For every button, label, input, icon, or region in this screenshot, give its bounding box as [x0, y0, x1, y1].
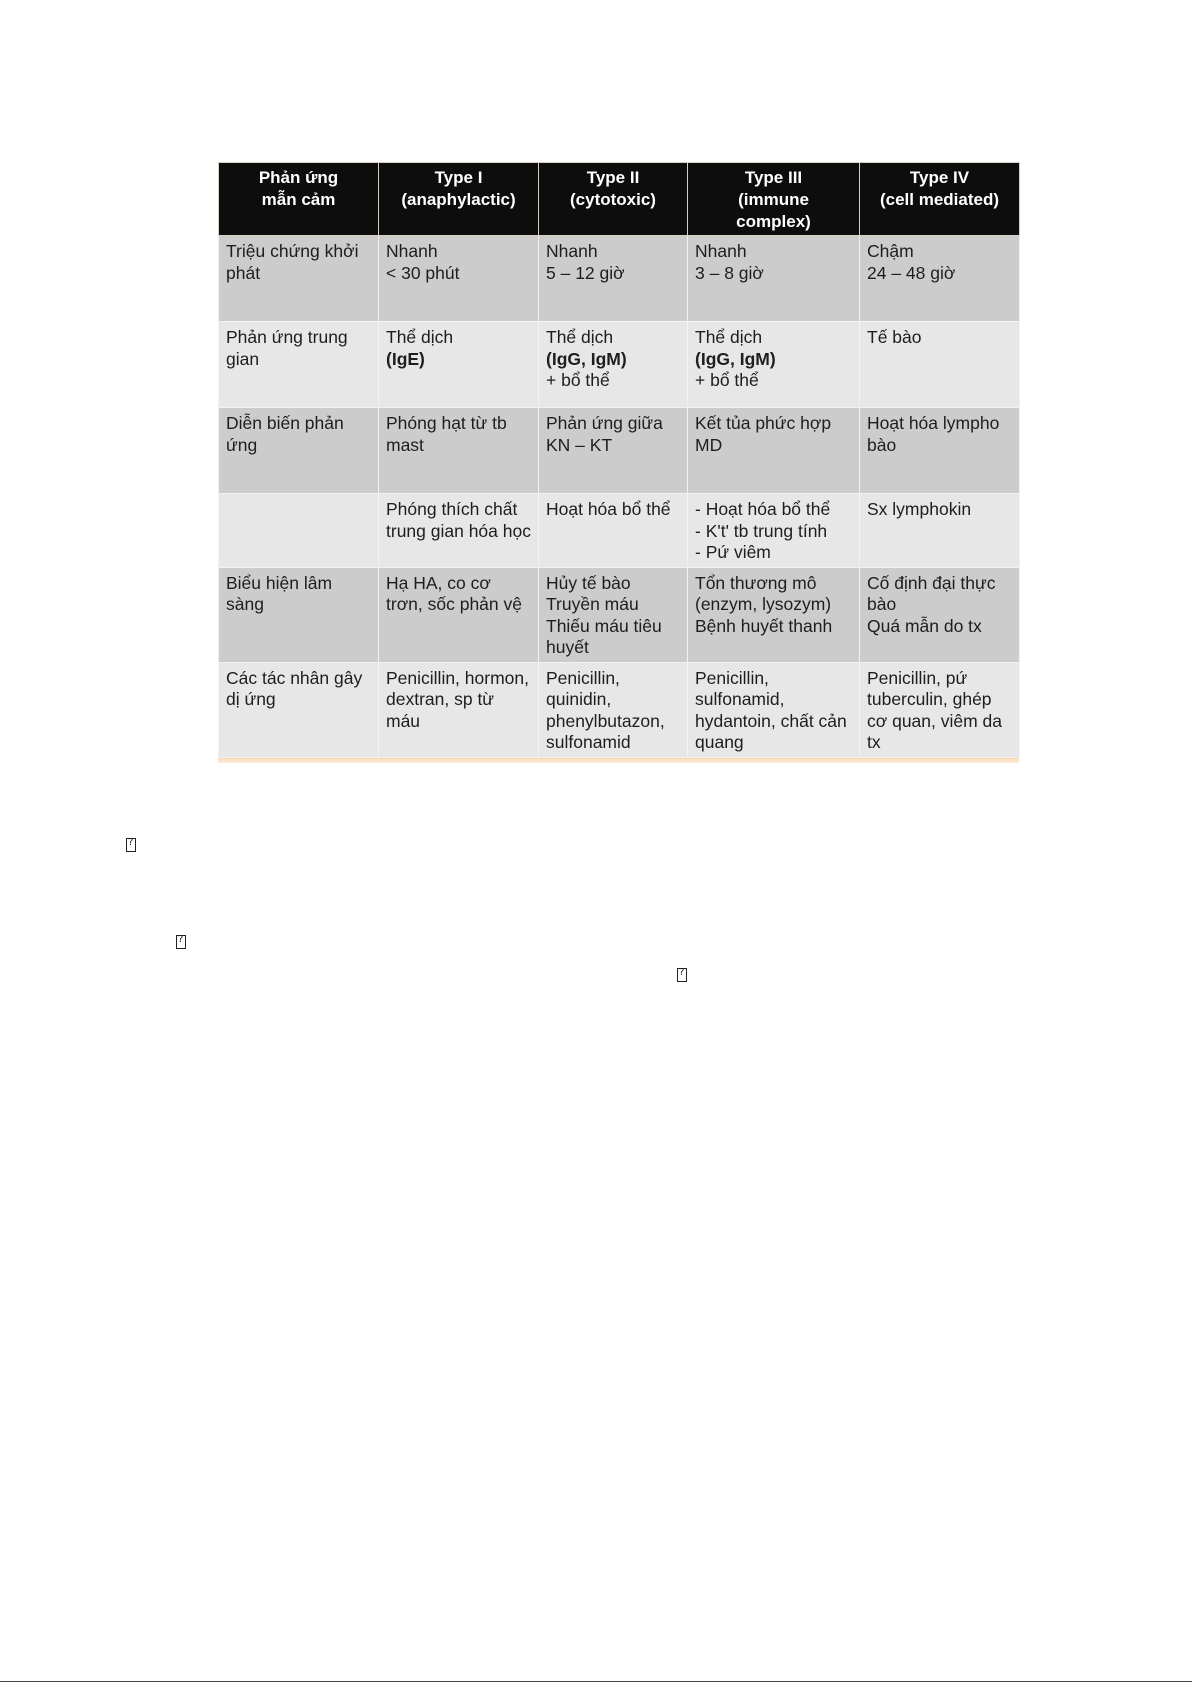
- table-cell: [688, 567, 860, 662]
- cell-line: 5 – 12 giờ: [546, 262, 625, 283]
- table-header-row: [219, 163, 1020, 236]
- table-cell: [539, 236, 688, 322]
- cell-line: (enzym, lysozym): [695, 594, 832, 614]
- cell-line: Sx lymphokin: [867, 499, 972, 519]
- cell-line: (IgG, IgM): [546, 348, 627, 369]
- table-row: [219, 494, 1020, 568]
- table-cell: [379, 236, 539, 322]
- missing-glyph-icon: [677, 968, 687, 982]
- missing-glyph-icon: [126, 838, 136, 852]
- cell-line: Truyền máu: [546, 594, 639, 614]
- cell-line: Hủy tế bào: [546, 572, 631, 593]
- table-row: [219, 236, 1020, 322]
- table-cell: [539, 408, 688, 494]
- row-label-cell: [219, 322, 379, 408]
- missing-glyph-icon: [176, 935, 186, 949]
- cell-line: Phản ứng giữa KN – KT: [546, 413, 663, 455]
- table-cell: [860, 662, 1020, 757]
- hypersensitivity-table-image: [218, 162, 1019, 763]
- page-footer-rule: [0, 1681, 1192, 1682]
- cell-line: + bổ thể: [546, 370, 610, 390]
- row-label-cell: [219, 567, 379, 662]
- cell-line: Các tác nhân gây dị ứng: [226, 667, 363, 709]
- table-cell: [539, 322, 688, 408]
- cell-line: Thể dịch: [695, 327, 763, 347]
- table-bottom-border: [218, 758, 1019, 763]
- header-cell-type-1: Type I (anaphylactic): [379, 163, 539, 236]
- cell-line: 3 – 8 giờ: [695, 262, 764, 283]
- row-label-cell: [219, 408, 379, 494]
- cell-line: Hoạt hóa bổ thể: [546, 499, 671, 519]
- cell-line: Thể dịch: [546, 327, 614, 347]
- cell-line: (IgE): [386, 348, 425, 369]
- cell-line: - Hoạt hóa bổ thể: [695, 499, 831, 519]
- table-cell: [539, 662, 688, 757]
- cell-line: Quá mẫn do tx: [867, 615, 982, 636]
- row-label-cell: [219, 662, 379, 757]
- table-cell: [688, 408, 860, 494]
- cell-line: Tổn thương mô: [695, 572, 817, 593]
- cell-line: Phản ứng trung gian: [226, 327, 348, 369]
- cell-line: Hạ HA, co cơ trơn, sốc phản vệ: [386, 572, 522, 614]
- cell-line: Kết tủa phức hợp MD: [695, 413, 832, 455]
- cell-line: Triệu chứng khởi phát: [226, 241, 359, 283]
- cell-line: [226, 499, 371, 521]
- cell-line: Phóng thích chất trung gian hóa học: [386, 499, 531, 541]
- cell-line: 24 – 48 giờ: [867, 262, 956, 283]
- table-body: [219, 236, 1020, 758]
- header-cell-type-2: Type II (cytotoxic): [539, 163, 688, 236]
- header-cell-type-3: Type III (immune complex): [688, 163, 860, 236]
- table-cell: [688, 322, 860, 408]
- cell-line: Chậm: [867, 241, 914, 261]
- table-cell: [860, 322, 1020, 408]
- cell-line: Thiếu máu tiêu huyết: [546, 615, 662, 657]
- table-cell: [860, 567, 1020, 662]
- header-cell-type-4: Type IV (cell mediated): [860, 163, 1020, 236]
- cell-line: Tế bào: [867, 327, 922, 347]
- cell-line: - K't' tb trung tính: [695, 520, 828, 541]
- table-row: [219, 408, 1020, 494]
- table-cell: [860, 236, 1020, 322]
- cell-line: - Pứ viêm: [695, 542, 771, 562]
- cell-line: Hoạt hóa lympho bào: [867, 413, 1000, 455]
- table-cell: [379, 408, 539, 494]
- table-cell: [860, 408, 1020, 494]
- row-label-cell: [219, 236, 379, 322]
- cell-line: Diễn biến phản ứng: [226, 413, 344, 455]
- table-row: [219, 567, 1020, 662]
- cell-line: (IgG, IgM): [695, 348, 776, 369]
- cell-line: Nhanh: [695, 241, 747, 261]
- table-cell: [688, 662, 860, 757]
- cell-line: Bệnh huyết thanh: [695, 615, 833, 636]
- table-cell: [379, 322, 539, 408]
- cell-line: < 30 phút: [386, 262, 460, 283]
- table-row: [219, 322, 1020, 408]
- row-label-cell: [219, 494, 379, 568]
- cell-line: Penicillin, sulfonamid, hydantoin, chất cản quang: [695, 667, 847, 752]
- cell-line: Biểu hiện lâm sàng: [226, 572, 333, 614]
- table-cell: [379, 567, 539, 662]
- table-row: [219, 662, 1020, 757]
- cell-line: Phóng hạt từ tb mast: [386, 413, 507, 455]
- cell-line: Nhanh: [386, 241, 438, 261]
- cell-line: Nhanh: [546, 241, 598, 261]
- cell-line: + bổ thể: [695, 370, 759, 390]
- cell-line: Penicillin, quinidin, phenylbutazon, sulfonamid: [546, 667, 665, 752]
- hypersensitivity-table: [218, 162, 1020, 758]
- table-cell: [379, 494, 539, 568]
- table-cell: [688, 494, 860, 568]
- cell-line: Penicillin, pứ tuberculin, ghép cơ quan, viêm da tx: [867, 667, 1003, 752]
- table-cell: [379, 662, 539, 757]
- table-cell: [688, 236, 860, 322]
- table-cell: [539, 494, 688, 568]
- cell-line: Thể dịch: [386, 327, 454, 347]
- cell-line: Penicillin, hormon, dextran, sp từ máu: [386, 667, 529, 731]
- header-cell-reaction: Phản ứng mẫn cảm: [219, 163, 379, 236]
- table-cell: [860, 494, 1020, 568]
- table-cell: [539, 567, 688, 662]
- cell-line: Cố định đại thực bào: [867, 572, 996, 614]
